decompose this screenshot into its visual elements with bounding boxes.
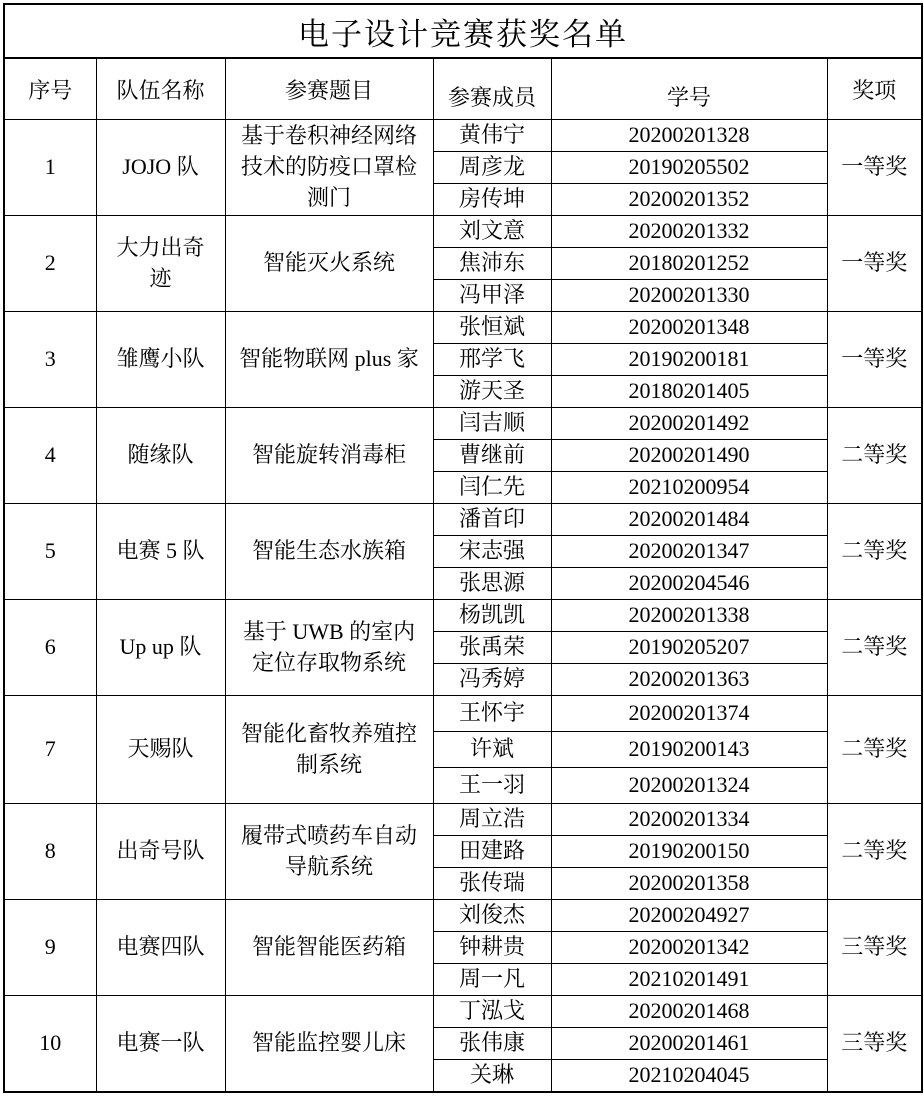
student-id-cell: 20200201490 [551,440,827,472]
member-name-cell: 潘首印 [433,504,551,536]
member-name-cell: 游天圣 [433,376,551,408]
student-id-cell: 20200201461 [551,1028,827,1060]
student-id-cell: 20200201348 [551,312,827,344]
member-name-cell: 许斌 [433,732,551,768]
student-id-cell: 20210204045 [551,1060,827,1092]
member-name-cell: 杨凯凯 [433,600,551,632]
team-name-cell: 电赛四队 [96,900,225,996]
member-name-cell: 闫吉顺 [433,408,551,440]
awards-table-body [4,120,922,1092]
student-id-cell: 20200204927 [551,900,827,932]
member-row [4,996,922,1028]
header-cell-team-name: 队伍名称 [96,58,225,120]
team-name-cell: 大力出奇迹 [96,216,225,312]
student-id-cell: 20200204546 [551,568,827,600]
member-name-cell: 邢学飞 [433,344,551,376]
award-cell: 二等奖 [827,696,922,804]
header-row [4,58,922,120]
student-id-cell: 20200201330 [551,280,827,312]
student-id-cell: 20210200954 [551,472,827,504]
award-cell: 一等奖 [827,216,922,312]
student-id-cell: 20180201252 [551,248,827,280]
student-id-cell: 20200201332 [551,216,827,248]
topic-cell: 智能生态水族箱 [225,504,433,600]
seq-cell: 10 [4,996,96,1092]
member-row [4,504,922,536]
student-id-cell: 20200201492 [551,408,827,440]
topic-cell: 智能旋转消毒柜 [225,408,433,504]
member-name-cell: 王一羽 [433,768,551,804]
seq-cell: 5 [4,504,96,600]
member-name-cell: 张恒斌 [433,312,551,344]
student-id-cell: 20210201491 [551,964,827,996]
member-name-cell: 关琳 [433,1060,551,1092]
member-row [4,600,922,632]
header-cell-award: 奖项 [827,58,922,120]
seq-cell: 3 [4,312,96,408]
topic-cell: 智能化畜牧养殖控制系统 [225,696,433,804]
member-name-cell: 宋志强 [433,536,551,568]
student-id-cell: 20200201334 [551,804,827,836]
seq-cell: 4 [4,408,96,504]
member-name-cell: 曹继前 [433,440,551,472]
member-row [4,216,922,248]
student-id-cell: 20200201374 [551,696,827,732]
award-cell: 二等奖 [827,600,922,696]
award-cell: 二等奖 [827,408,922,504]
award-cell: 二等奖 [827,804,922,900]
student-id-cell: 20180201405 [551,376,827,408]
member-name-cell: 田建路 [433,836,551,868]
member-name-cell: 张伟康 [433,1028,551,1060]
title-row [4,4,922,58]
seq-cell: 6 [4,600,96,696]
member-name-cell: 张思源 [433,568,551,600]
member-name-cell: 刘文意 [433,216,551,248]
member-name-cell: 张禹荣 [433,632,551,664]
header-cell-student-id: 学号 [551,58,827,120]
page-title: 电子设计竞赛获奖名单 [4,4,922,58]
student-id-cell: 20200201342 [551,932,827,964]
team-name-cell: 雏鹰小队 [96,312,225,408]
student-id-cell: 20190200143 [551,732,827,768]
member-name-cell: 黄伟宁 [433,120,551,152]
team-name-cell: 天赐队 [96,696,225,804]
topic-cell: 智能灭火系统 [225,216,433,312]
member-name-cell: 焦沛东 [433,248,551,280]
member-name-cell: 周彦龙 [433,152,551,184]
seq-cell: 2 [4,216,96,312]
topic-cell: 智能监控婴儿床 [225,996,433,1092]
member-name-cell: 周立浩 [433,804,551,836]
team-name-cell: JOJO 队 [96,120,225,216]
topic-cell: 智能物联网 plus 家 [225,312,433,408]
team-name-cell: Up up 队 [96,600,225,696]
student-id-cell: 20190200150 [551,836,827,868]
member-name-cell: 房传坤 [433,184,551,216]
student-id-cell: 20190200181 [551,344,827,376]
header-cell-topic: 参赛题目 [225,58,433,120]
award-cell: 三等奖 [827,996,922,1092]
student-id-cell: 20200201324 [551,768,827,804]
header-cell-members: 参赛成员 [433,58,551,120]
award-cell: 二等奖 [827,504,922,600]
topic-cell: 智能智能医药箱 [225,900,433,996]
student-id-cell: 20190205502 [551,152,827,184]
student-id-cell: 20200201468 [551,996,827,1028]
topic-cell: 履带式喷药车自动导航系统 [225,804,433,900]
student-id-cell: 20200201328 [551,120,827,152]
member-row [4,804,922,836]
member-name-cell: 张传瑞 [433,868,551,900]
award-cell: 一等奖 [827,312,922,408]
student-id-cell: 20200201363 [551,664,827,696]
member-row [4,120,922,152]
member-name-cell: 刘俊杰 [433,900,551,932]
team-name-cell: 电赛 5 队 [96,504,225,600]
topic-cell: 基于卷积神经网络技术的防疫口罩检测门 [225,120,433,216]
seq-cell: 7 [4,696,96,804]
member-name-cell: 闫仁先 [433,472,551,504]
seq-cell: 9 [4,900,96,996]
awards-table [3,3,923,1093]
student-id-cell: 20200201352 [551,184,827,216]
award-cell: 三等奖 [827,900,922,996]
student-id-cell: 20190205207 [551,632,827,664]
student-id-cell: 20200201484 [551,504,827,536]
student-id-cell: 20200201358 [551,868,827,900]
member-row [4,408,922,440]
award-cell: 一等奖 [827,120,922,216]
member-name-cell: 冯秀婷 [433,664,551,696]
member-name-cell: 王怀宇 [433,696,551,732]
member-row [4,312,922,344]
team-name-cell: 电赛一队 [96,996,225,1092]
seq-cell: 1 [4,120,96,216]
team-name-cell: 随缘队 [96,408,225,504]
member-name-cell: 周一凡 [433,964,551,996]
member-name-cell: 丁泓戈 [433,996,551,1028]
topic-cell: 基于 UWB 的室内定位存取物系统 [225,600,433,696]
team-name-cell: 出奇号队 [96,804,225,900]
student-id-cell: 20200201338 [551,600,827,632]
student-id-cell: 20200201347 [551,536,827,568]
member-row [4,900,922,932]
member-name-cell: 钟耕贵 [433,932,551,964]
seq-cell: 8 [4,804,96,900]
member-row [4,696,922,732]
header-cell-seq: 序号 [4,58,96,120]
member-name-cell: 冯甲泽 [433,280,551,312]
